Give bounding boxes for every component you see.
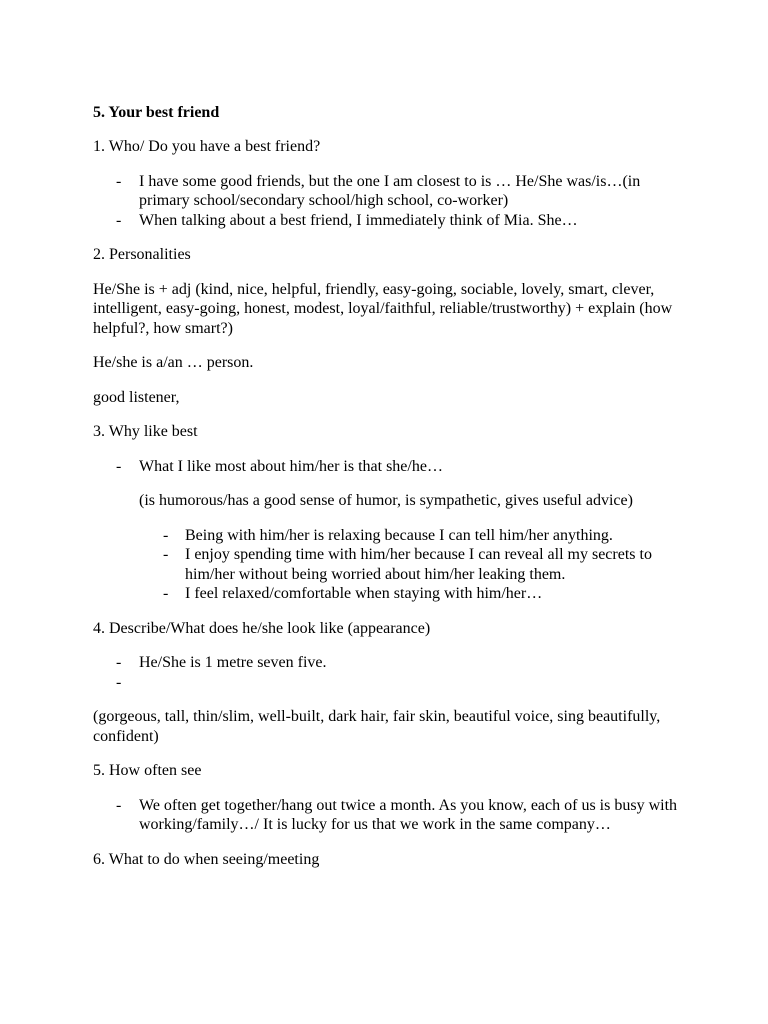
list-item <box>93 673 683 693</box>
dash-bullet: - <box>116 211 122 229</box>
section-1-list <box>93 172 683 231</box>
list-item-text: I enjoy spending time with him/her because I can reveal all my secrets to him/her without being worried about him/her leaking them. <box>185 546 652 583</box>
reasons-note: (is humorous/has a good sense of humor, is sympathetic, gives useful advice) <box>139 492 633 509</box>
section-4-list <box>93 653 683 692</box>
dash-bullet: - <box>163 526 169 544</box>
list-item-text: What I like most about him/her is that she/he… <box>139 457 443 475</box>
section-5-heading: 5. How often see <box>93 762 202 779</box>
section-6-heading: 6. What to do when seeing/meeting <box>93 850 320 868</box>
list-item <box>93 584 683 604</box>
list-item <box>93 457 683 477</box>
list-item-text: Being with him/her is relaxing because I can tell him/her anything. <box>185 526 613 544</box>
appearance-adjectives-paragraph: (gorgeous, tall, thin/slim, well-built, dark hair, fair skin, beautiful voice, sing beautifully, confident) <box>93 708 661 745</box>
section-3-list <box>93 457 683 477</box>
dash-bullet: - <box>116 172 122 190</box>
dash-bullet: - <box>116 457 122 475</box>
good-listener-note: good listener, <box>93 388 180 406</box>
dash-bullet: - <box>116 654 122 671</box>
dash-bullet: - <box>163 546 169 563</box>
list-item <box>93 526 683 546</box>
list-item-text: When talking about a best friend, I immediately think of Mia. She… <box>139 211 578 229</box>
person-sentence: He/she is a/an … person. <box>93 354 254 371</box>
dash-bullet: - <box>116 796 122 814</box>
section-2-heading: 2. Personalities <box>93 246 191 263</box>
list-item <box>93 796 683 835</box>
document-page <box>93 103 683 884</box>
dash-bullet: - <box>163 585 169 602</box>
list-item <box>93 653 683 673</box>
list-item <box>93 172 683 211</box>
section-4-heading: 4. Describe/What does he/she look like (appearance) <box>93 619 431 637</box>
list-item-text: He/She is 1 metre seven five. <box>139 654 327 671</box>
list-item-text: We often get together/hang out twice a month. As you know, each of us is busy with working/family…/ It is lucky for us that we work in the same company… <box>139 796 678 833</box>
list-item-text: I feel relaxed/comfortable when staying with him/her… <box>185 585 543 602</box>
list-item <box>93 211 683 231</box>
personality-adjectives-paragraph: He/She is + adj (kind, nice, helpful, friendly, easy-going, sociable, lovely, smart, clever, intelligent, easy-going, honest, modest, loyal/faithful, reliable/trustworthy) + explain (how helpful?, how smart?) <box>93 280 673 337</box>
dash-bullet: - <box>116 673 122 691</box>
document-title: 5. Your best friend <box>93 104 220 121</box>
section-3-heading: 3. Why like best <box>93 423 198 440</box>
list-item <box>93 545 683 584</box>
section-5-list <box>93 796 683 835</box>
list-item-text: I have some good friends, but the one I am closest to is … He/She was/is…(in primary school/secondary school/high school, co-worker) <box>139 172 641 209</box>
section-3-sublist <box>93 526 683 604</box>
section-1-heading: 1. Who/ Do you have a best friend? <box>93 138 321 155</box>
